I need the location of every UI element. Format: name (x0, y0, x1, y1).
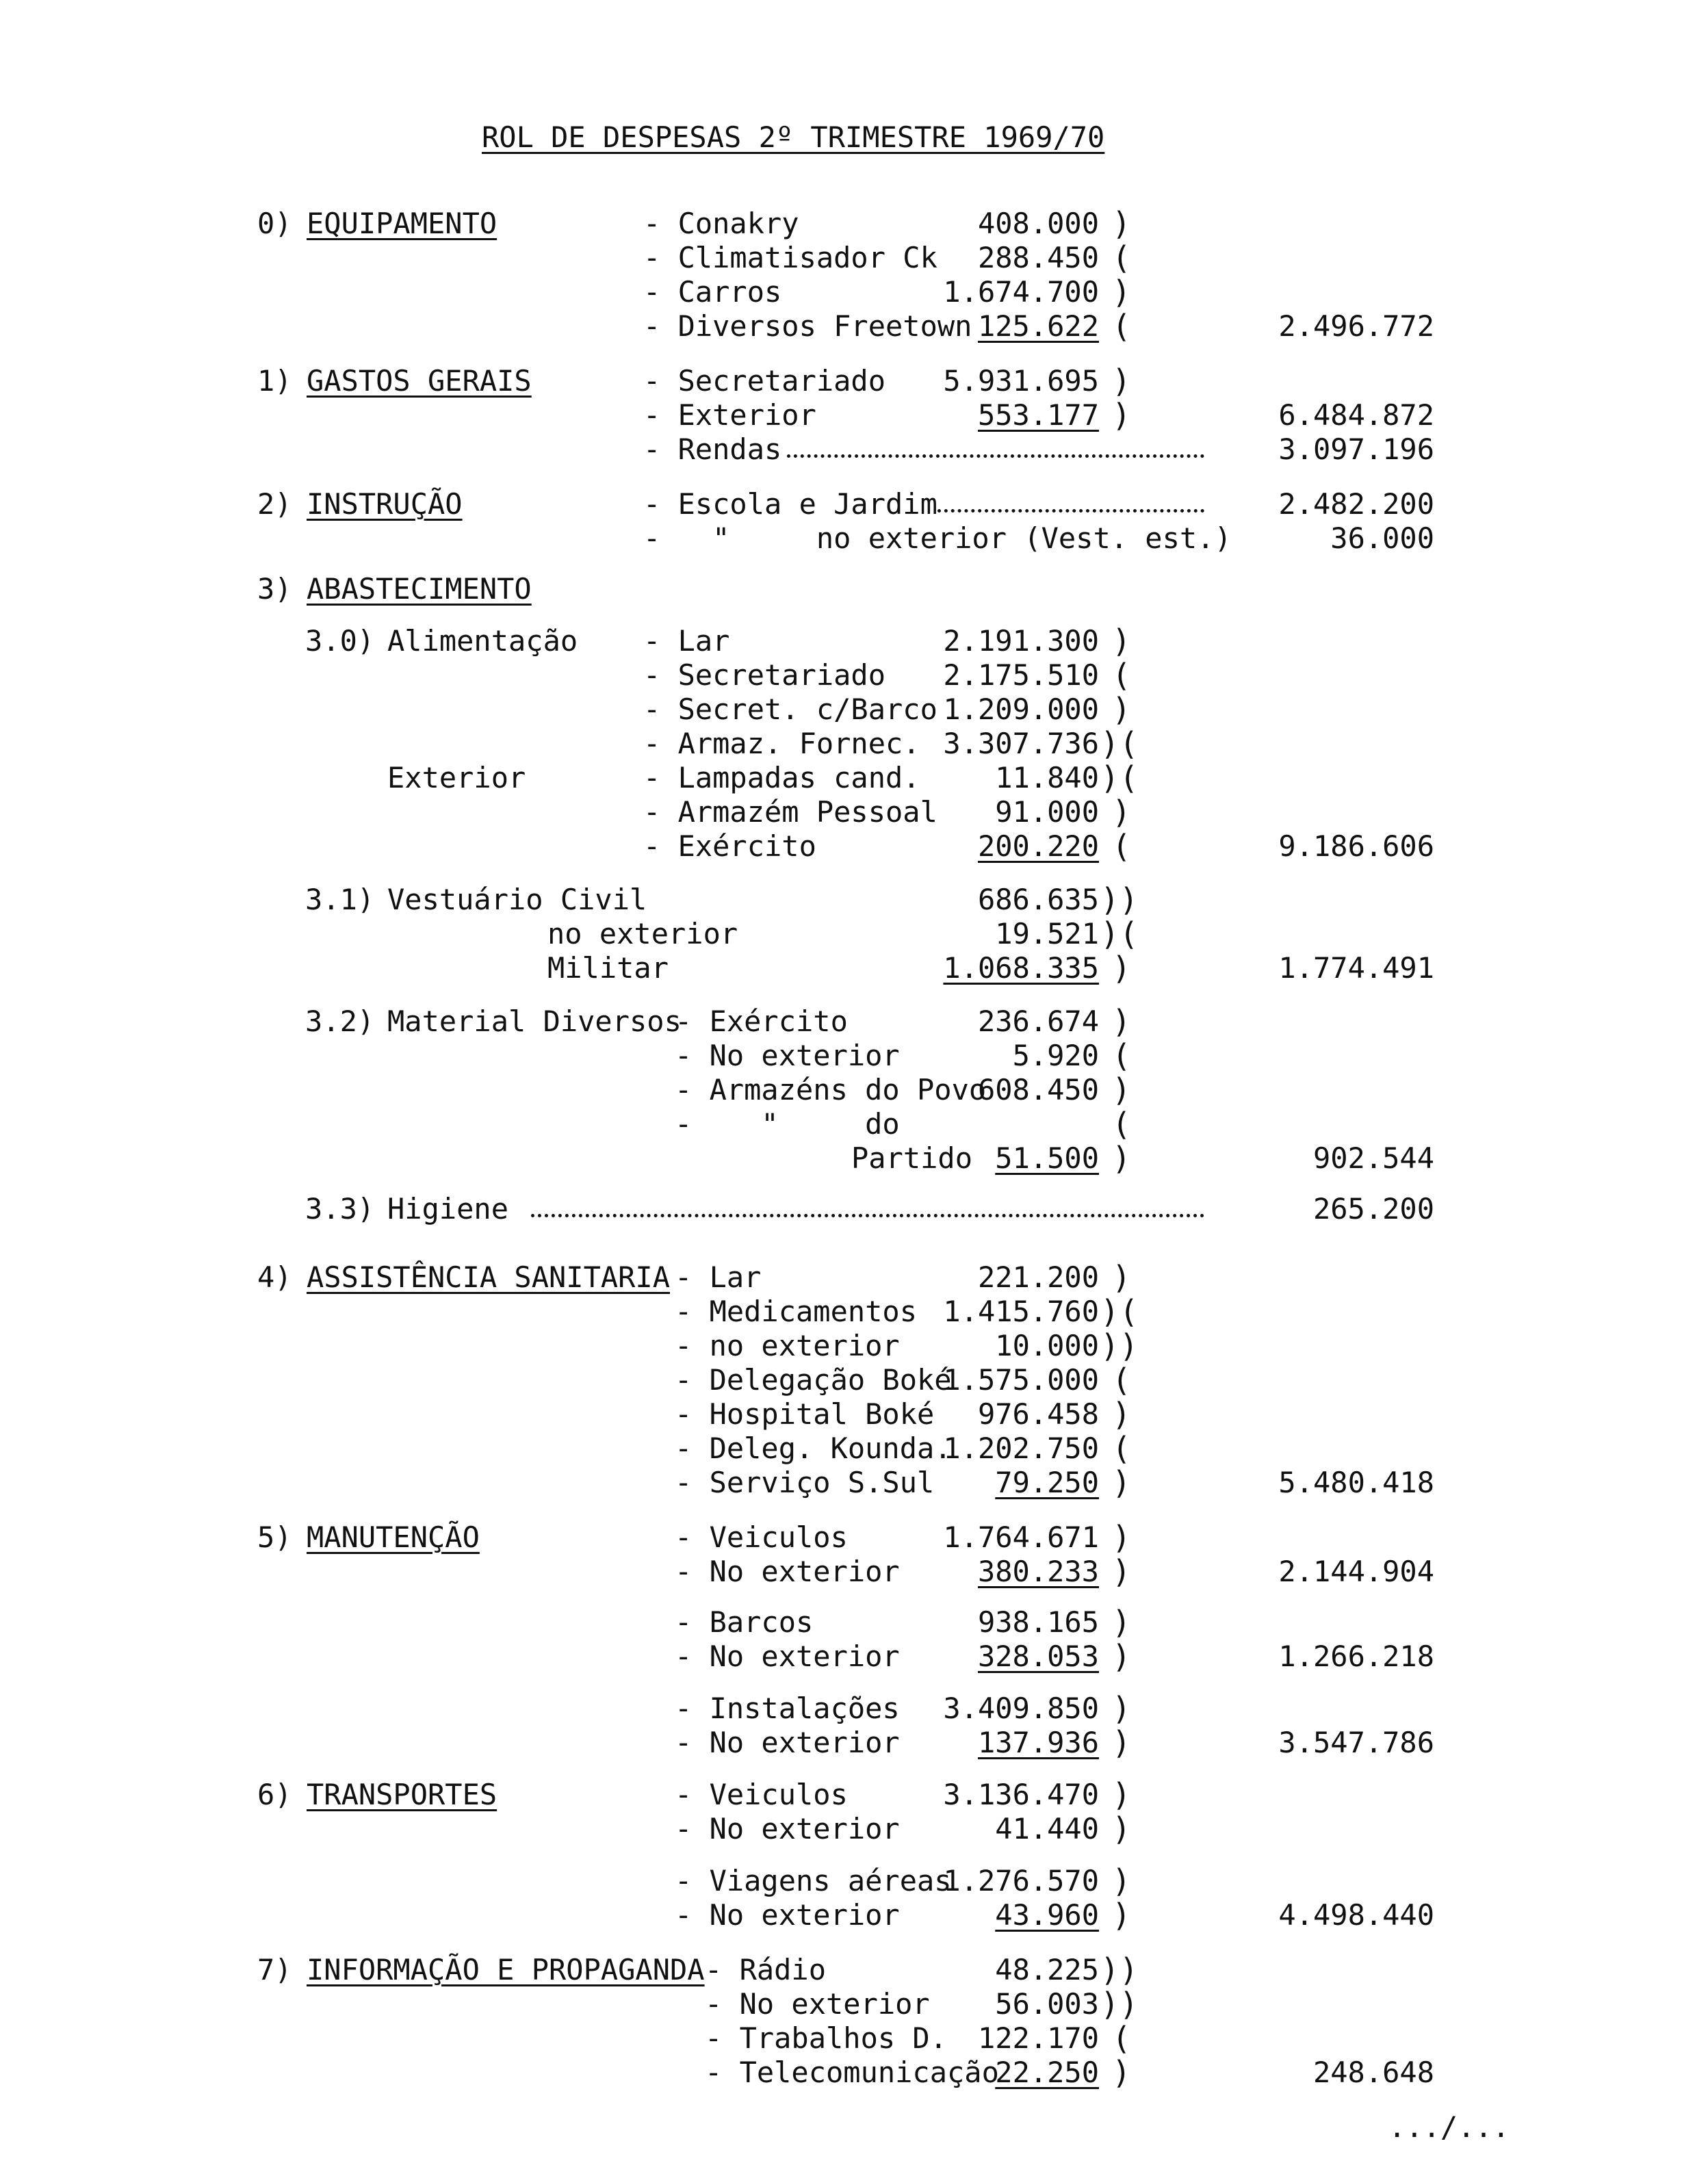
item-value: 5.931.695 (943, 364, 1099, 398)
subsection-title-higiene: Higiene (387, 1192, 509, 1226)
item-label: - Rendas (643, 432, 782, 466)
item-total: 36.000 (1330, 521, 1434, 555)
bracket: )) (1100, 1952, 1139, 1989)
bracket: ) (1112, 1003, 1131, 1040)
item-value: 380.233 (977, 1555, 1099, 1588)
bracket: ) (1112, 623, 1131, 660)
item-label: - No exterior (675, 1555, 900, 1588)
item-value: 938.165 (977, 1605, 1099, 1639)
item-label: Militar (547, 951, 669, 985)
item-value: 1.209.000 (943, 692, 1099, 726)
item-value: 236.674 (977, 1005, 1099, 1038)
item-value: 41.440 (995, 1812, 1099, 1845)
section-title-instrucao: INSTRUÇÃO (307, 487, 463, 521)
bracket: )( (1100, 760, 1139, 796)
bracket: ) (1112, 1396, 1131, 1433)
bracket: ) (1112, 2054, 1131, 2091)
item-value: 1.202.750 (943, 1432, 1099, 1465)
bracket: ( (1112, 828, 1131, 865)
section-num-4: 4) (257, 1260, 292, 1294)
subsection-title-alimentacao: Alimentação (387, 624, 578, 658)
subsection-num: 3.2) (305, 1005, 375, 1038)
item-value: 2.191.300 (943, 624, 1099, 658)
bracket: ) (1112, 1464, 1131, 1501)
dot-leader (531, 1192, 1204, 1226)
section-num-7: 7) (257, 1953, 292, 1986)
item-label: - Veiculos (675, 1778, 848, 1811)
bracket: ) (1112, 1897, 1131, 1934)
item-label: - Armazéns do Povo (675, 1073, 987, 1106)
bracket: ( (1112, 2020, 1131, 2057)
bracket: )( (1100, 725, 1139, 762)
bracket: ) (1112, 691, 1131, 728)
item-value: 22.250 (995, 2056, 1099, 2089)
section-total: 248.648 (1312, 2056, 1434, 2089)
section-title-abastecimento: ABASTECIMENTO (307, 572, 532, 606)
item-label: - No exterior (675, 1898, 900, 1932)
bracket: )) (1100, 1327, 1139, 1364)
section-title-equipamento: EQUIPAMENTO (307, 207, 497, 240)
bracket: ( (1112, 1106, 1131, 1143)
item-label: - Delegação Boké (675, 1363, 952, 1397)
item-value: 3.409.850 (943, 1692, 1099, 1725)
item-value: 408.000 (977, 207, 1099, 240)
section-title-informacao-propaganda: INFORMAÇÃO E PROPAGANDA (307, 1953, 705, 1986)
item-value: 91.000 (995, 795, 1099, 829)
item-label: - Telecomunicação (705, 2056, 999, 2089)
item-value: 1.276.570 (943, 1864, 1099, 1897)
item-label: no exterior (547, 917, 738, 950)
section-title-manutencao: MANUTENÇÃO (307, 1520, 480, 1554)
item-label: - Barcos (675, 1605, 814, 1639)
bracket: ( (1112, 308, 1131, 345)
bracket: ) (1112, 794, 1131, 831)
section-total: 6.484.872 (1278, 398, 1434, 432)
dot-leader (937, 487, 1204, 521)
bracket: ( (1112, 239, 1131, 276)
section-num-0: 0) (257, 207, 292, 240)
item-label: - No exterior (705, 1987, 930, 2021)
item-value: 19.521 (995, 917, 1099, 950)
subsection-total: 265.200 (1312, 1192, 1434, 1226)
bracket: )) (1100, 881, 1139, 918)
item-value: 608.450 (977, 1073, 1099, 1106)
item-value: 1.068.335 (943, 951, 1099, 985)
item-value: 553.177 (977, 398, 1099, 432)
item-label: - Lar (643, 624, 730, 658)
subsection-total: 902.544 (1312, 1141, 1434, 1175)
bracket: ) (1112, 1863, 1131, 1900)
bracket: )) (1100, 1986, 1139, 2023)
item-value: 328.053 (977, 1640, 1099, 1673)
item-label: - Exterior (643, 398, 816, 432)
item-value: 1.415.760 (943, 1295, 1099, 1328)
item-value: 48.225 (995, 1953, 1099, 1986)
item-value: 3.307.736 (943, 727, 1099, 760)
item-label: - Secret. c/Barco (643, 692, 937, 726)
item-value: 288.450 (977, 241, 1099, 274)
bracket: ) (1112, 205, 1131, 242)
item-label: - No exterior (675, 1726, 900, 1759)
item-label: - Lar (675, 1260, 762, 1294)
subsection-total: 1.774.491 (1278, 951, 1434, 985)
item-label: - Medicamentos (675, 1295, 918, 1328)
item-label: - Secretariado (643, 364, 886, 398)
bracket: ) (1112, 1553, 1131, 1590)
bracket: ) (1112, 363, 1131, 400)
item-value: 686.635 (977, 883, 1099, 916)
item-value: 43.960 (995, 1898, 1099, 1932)
item-label: Partido (851, 1141, 973, 1175)
bracket: ) (1112, 1776, 1131, 1813)
item-label: - Carros (643, 275, 782, 309)
item-total: 2.482.200 (1278, 487, 1434, 521)
section-title-gastos-gerais: GASTOS GERAIS (307, 364, 532, 398)
item-label: - Serviço S.Sul (675, 1466, 935, 1499)
bracket: ) (1112, 1811, 1131, 1848)
item-label: - Armaz. Fornec. (643, 727, 920, 760)
item-value: 137.936 (977, 1726, 1099, 1759)
bracket: ) (1112, 1072, 1131, 1109)
bracket: ) (1112, 1604, 1131, 1641)
group-total: 2.144.904 (1278, 1555, 1434, 1588)
item-value: 122.170 (977, 2021, 1099, 2055)
section-num-5: 5) (257, 1520, 292, 1554)
item-value: 2.175.510 (943, 658, 1099, 692)
item-value: 200.220 (977, 829, 1099, 863)
item-label: - Lampadas cand. (643, 761, 920, 794)
item-value: 56.003 (995, 1987, 1099, 2021)
bracket: ) (1112, 1724, 1131, 1761)
section-num-3: 3) (257, 572, 292, 606)
item-value: 125.622 (977, 309, 1099, 343)
item-label: - Exército (675, 1005, 848, 1038)
item-label: - Hospital Boké (675, 1397, 935, 1431)
item-value: 5.920 (1012, 1039, 1099, 1072)
section-total: 2.496.772 (1278, 309, 1434, 343)
bracket: ( (1112, 1362, 1131, 1399)
bracket: ( (1112, 1037, 1131, 1074)
section-title-assistencia-sanitaria: ASSISTÊNCIA SANITARIA (307, 1260, 671, 1294)
bracket: )( (1100, 916, 1139, 953)
subsection-num: 3.0) (305, 624, 375, 658)
subsection-num: 3.3) (305, 1192, 375, 1226)
section-num-2: 2) (257, 487, 292, 521)
item-label: - No exterior (675, 1039, 900, 1072)
item-value: 1.575.000 (943, 1363, 1099, 1397)
item-value: 79.250 (995, 1466, 1099, 1499)
item-value: 976.458 (977, 1397, 1099, 1431)
item-label: - " do (675, 1107, 900, 1141)
bracket: ) (1112, 1259, 1131, 1296)
item-label: - Escola e Jardim (643, 487, 937, 521)
bracket: ) (1112, 274, 1131, 311)
item-label: - Viagens aéreas (675, 1864, 952, 1897)
subsection-title-material-diversos: Material Diversos (387, 1005, 682, 1038)
section-total: 5.480.418 (1278, 1466, 1434, 1499)
section-num-1: 1) (257, 364, 292, 398)
subsection-title-vestuario: Vestuário Civil (387, 883, 647, 916)
subsection-num: 3.1) (305, 883, 375, 916)
item-total: 3.097.196 (1278, 432, 1434, 466)
item-value: 3.136.470 (943, 1778, 1099, 1811)
bracket: ( (1112, 657, 1131, 694)
item-label: - Rádio (705, 1953, 827, 1986)
item-label: - Veiculos (675, 1520, 848, 1554)
item-label: - Secretariado (643, 658, 886, 692)
item-label: - Deleg. Kounda. (675, 1432, 952, 1465)
item-label: - Exército (643, 829, 816, 863)
item-value: 1.674.700 (943, 275, 1099, 309)
bracket: ) (1112, 397, 1131, 434)
section-total: 4.498.440 (1278, 1898, 1434, 1932)
continuation-mark: .../... (1388, 2110, 1510, 2144)
document-title: ROL DE DESPESAS 2º TRIMESTRE 1969/70 (482, 120, 1105, 154)
bracket: ) (1112, 1519, 1131, 1556)
group-total: 3.547.786 (1278, 1726, 1434, 1759)
item-value: 51.500 (995, 1141, 1099, 1175)
item-label: - Trabalhos D. (705, 2021, 948, 2055)
section-num-6: 6) (257, 1778, 292, 1811)
bracket: ) (1112, 1638, 1131, 1675)
item-label: - No exterior (675, 1812, 900, 1845)
item-label: - Climatisador Ck (643, 241, 937, 274)
item-label: - Armazém Pessoal (643, 795, 937, 829)
item-value: 1.764.671 (943, 1520, 1099, 1554)
item-label: - Diversos Freetown (643, 309, 972, 343)
item-label: - no exterior (675, 1329, 900, 1362)
group-total: 1.266.218 (1278, 1640, 1434, 1673)
section-title-transportes: TRANSPORTES (307, 1778, 497, 1811)
item-value: 10.000 (995, 1329, 1099, 1362)
subsection-side-label: Exterior (387, 761, 526, 794)
subsection-total: 9.186.606 (1278, 829, 1434, 863)
item-label: - " no exterior (Vest. est.) (643, 521, 1232, 555)
item-value: 221.200 (977, 1260, 1099, 1294)
bracket: )( (1100, 1293, 1139, 1330)
dot-leader (787, 432, 1204, 467)
bracket: ) (1112, 1140, 1131, 1177)
item-value: 11.840 (995, 761, 1099, 794)
item-label: - Instalações (675, 1692, 900, 1725)
bracket: ) (1112, 1690, 1131, 1727)
item-label: - No exterior (675, 1640, 900, 1673)
bracket: ) (1112, 950, 1131, 987)
item-label: - Conakry (643, 207, 799, 240)
bracket: ( (1112, 1430, 1131, 1467)
